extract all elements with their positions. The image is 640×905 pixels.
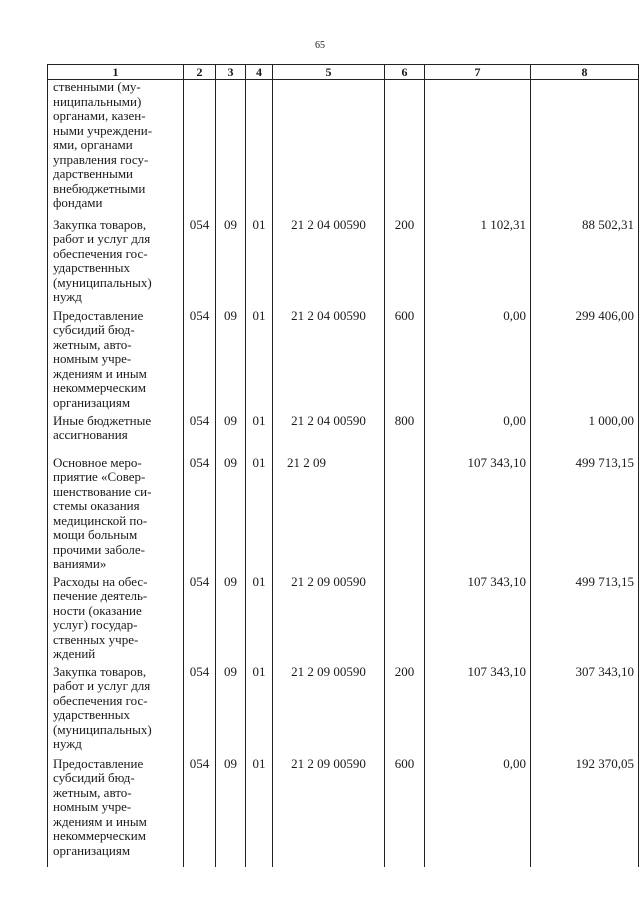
- column-header-2: 2: [184, 65, 216, 80]
- column-header-8: 8: [531, 65, 639, 80]
- cell-target-article: [273, 80, 385, 218]
- cell-amount-8: 192 370,05: [531, 757, 639, 867]
- cell-expense-type: [385, 456, 425, 575]
- cell-amount-8: 307 343,10: [531, 665, 639, 757]
- row-name: Закупка товаров, работ и услуг для обеспечения гос- ударственных (муниципальных) нужд: [48, 665, 184, 757]
- cell-section: [216, 80, 246, 218]
- cell-subsection: 01: [246, 309, 273, 414]
- cell-target-article: 21 2 09 00590: [273, 665, 385, 757]
- cell-amount-7: 107 343,10: [425, 665, 531, 757]
- table-row: [48, 456, 639, 575]
- cell-subsection: 01: [246, 575, 273, 665]
- cell-admin-code: 054: [184, 757, 216, 867]
- cell-expense-type: 200: [385, 665, 425, 757]
- cell-subsection: [246, 80, 273, 218]
- cell-admin-code: 054: [184, 309, 216, 414]
- cell-amount-7: 107 343,10: [425, 456, 531, 575]
- column-header-6: 6: [385, 65, 425, 80]
- cell-target-article: 21 2 04 00590: [273, 309, 385, 414]
- cell-subsection: 01: [246, 218, 273, 309]
- cell-admin-code: 054: [184, 414, 216, 456]
- table-row: [48, 757, 639, 867]
- column-header-1: 1: [48, 65, 184, 80]
- cell-amount-8: 499 713,15: [531, 456, 639, 575]
- column-header-3: 3: [216, 65, 246, 80]
- cell-expense-type: 200: [385, 218, 425, 309]
- table-row: [48, 218, 639, 309]
- cell-target-article: 21 2 09: [273, 456, 385, 575]
- cell-admin-code: 054: [184, 665, 216, 757]
- cell-section: 09: [216, 414, 246, 456]
- budget-table: [47, 64, 639, 867]
- row-name: Предоставление субсидий бюд- жетным, авто- номным учре- ждениям и иным некоммерческим организациям: [48, 757, 184, 867]
- cell-target-article: 21 2 04 00590: [273, 414, 385, 456]
- cell-admin-code: 054: [184, 456, 216, 575]
- cell-admin-code: 054: [184, 575, 216, 665]
- cell-expense-type: [385, 80, 425, 218]
- cell-expense-type: 600: [385, 309, 425, 414]
- column-header-5: 5: [273, 65, 385, 80]
- row-name: Расходы на обес- печение деятель- ности (оказание услуг) государ- ственных учре- ждений: [48, 575, 184, 665]
- cell-expense-type: 800: [385, 414, 425, 456]
- cell-subsection: 01: [246, 665, 273, 757]
- cell-amount-8: 88 502,31: [531, 218, 639, 309]
- cell-amount-8: 1 000,00: [531, 414, 639, 456]
- cell-amount-7: [425, 80, 531, 218]
- row-name: ственными (му- ниципальными) органами, казен- ными учреждени- ями, органами управления госу- дарственными внебюджетными фондами: [48, 80, 184, 218]
- table-header-row: [48, 65, 639, 80]
- row-name: Закупка товаров, работ и услуг для обеспечения гос- ударственных (муниципальных) нужд: [48, 218, 184, 309]
- table-row: [48, 665, 639, 757]
- cell-target-article: 21 2 09 00590: [273, 575, 385, 665]
- cell-amount-7: 0,00: [425, 414, 531, 456]
- row-name: Основное меро- приятие «Совер- шенствование си- стемы оказания медицинской по- мощи больным прочими заболе- ваниями»: [48, 456, 184, 575]
- cell-amount-7: 1 102,31: [425, 218, 531, 309]
- column-header-7: 7: [425, 65, 531, 80]
- cell-expense-type: [385, 575, 425, 665]
- cell-subsection: 01: [246, 757, 273, 867]
- cell-section: 09: [216, 218, 246, 309]
- cell-section: 09: [216, 757, 246, 867]
- cell-section: 09: [216, 309, 246, 414]
- cell-section: 09: [216, 665, 246, 757]
- cell-amount-7: 107 343,10: [425, 575, 531, 665]
- table-row: [48, 80, 639, 218]
- cell-target-article: 21 2 09 00590: [273, 757, 385, 867]
- cell-admin-code: 054: [184, 218, 216, 309]
- cell-subsection: 01: [246, 456, 273, 575]
- cell-section: 09: [216, 456, 246, 575]
- cell-subsection: 01: [246, 414, 273, 456]
- cell-admin-code: [184, 80, 216, 218]
- row-name: Иные бюджетные ассигнования: [48, 414, 184, 456]
- cell-amount-8: 299 406,00: [531, 309, 639, 414]
- row-name: Предоставление субсидий бюд- жетным, авто- номным учре- ждениям и иным некоммерческим организациям: [48, 309, 184, 414]
- page-number: 65: [315, 40, 325, 51]
- cell-amount-7: 0,00: [425, 309, 531, 414]
- cell-section: 09: [216, 575, 246, 665]
- table-row: [48, 309, 639, 414]
- cell-amount-8: 499 713,15: [531, 575, 639, 665]
- table-row: [48, 575, 639, 665]
- table-row: [48, 414, 639, 456]
- cell-amount-8: [531, 80, 639, 218]
- column-header-4: 4: [246, 65, 273, 80]
- cell-expense-type: 600: [385, 757, 425, 867]
- cell-target-article: 21 2 04 00590: [273, 218, 385, 309]
- cell-amount-7: 0,00: [425, 757, 531, 867]
